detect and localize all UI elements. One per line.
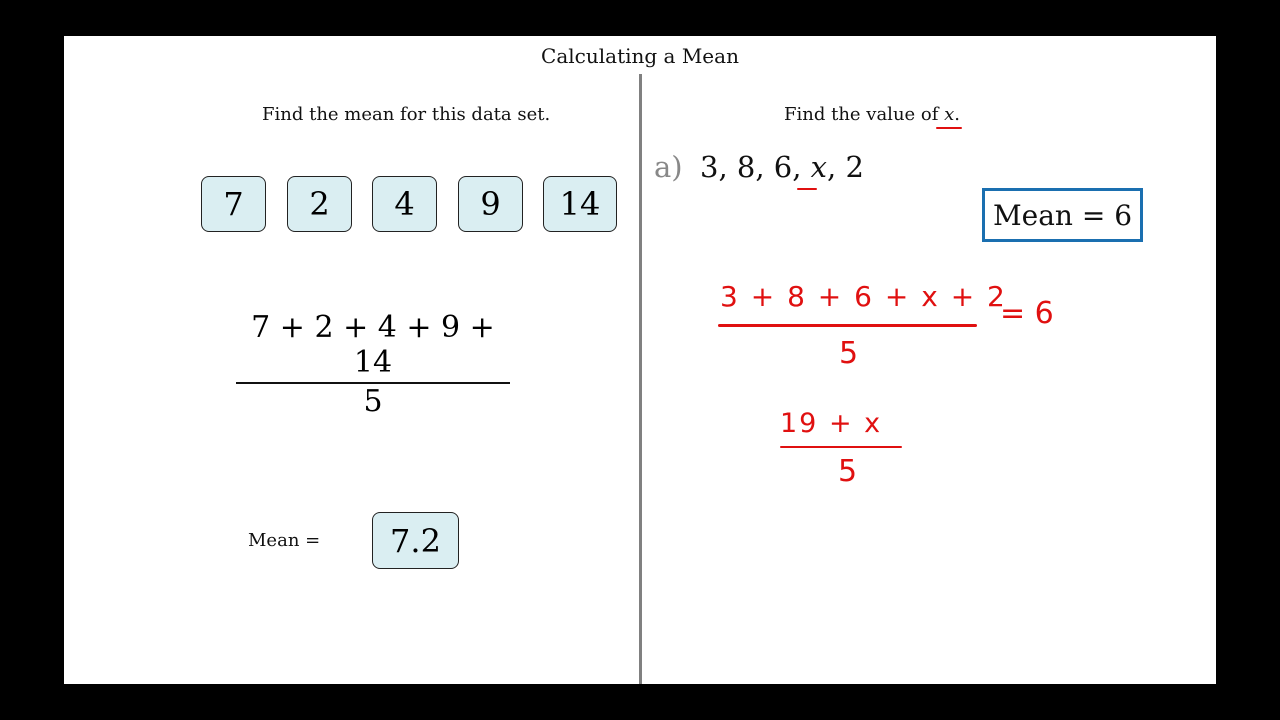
handwritten-denominator: 5 xyxy=(839,336,859,371)
value-card: 14 xyxy=(543,176,617,232)
fraction-line xyxy=(718,324,977,327)
fraction-numerator: 7 + 2 + 4 + 9 + 14 xyxy=(236,310,510,384)
handwritten-equals: = 6 xyxy=(1000,296,1054,331)
prompt-end: . xyxy=(954,104,961,125)
prompt-text: Find the value of xyxy=(784,104,945,125)
list-before: 3, 8, 6, xyxy=(700,150,811,184)
handwritten-denominator-2: 5 xyxy=(838,454,858,489)
underline-mark xyxy=(797,188,817,190)
fraction-line xyxy=(780,446,902,448)
handwritten-numerator: 3 + 8 + 6 + x + 2 xyxy=(720,280,1007,313)
right-prompt xyxy=(784,104,960,125)
sum-fraction xyxy=(236,310,510,419)
value-card: 2 xyxy=(287,176,352,232)
value-card: 9 xyxy=(458,176,523,232)
value-card: 7 xyxy=(201,176,266,232)
list-after: , 2 xyxy=(827,150,864,184)
list-variable: x xyxy=(810,150,828,184)
fraction-denominator: 5 xyxy=(363,384,383,419)
underline-mark xyxy=(936,127,962,129)
data-list xyxy=(700,150,864,184)
value-card: 4 xyxy=(372,176,437,232)
part-label: a) xyxy=(654,150,683,184)
left-prompt: Find the mean for this data set. xyxy=(262,104,551,125)
mean-given-box: Mean = 6 xyxy=(982,188,1143,242)
mean-result: 7.2 xyxy=(372,512,459,569)
mean-label: Mean = xyxy=(248,530,321,551)
slide-title: Calculating a Mean xyxy=(541,44,739,68)
slide xyxy=(64,36,1216,684)
divider xyxy=(639,74,642,684)
prompt-variable: x xyxy=(944,104,955,125)
handwritten-numerator-2: 19 + x xyxy=(780,408,883,439)
